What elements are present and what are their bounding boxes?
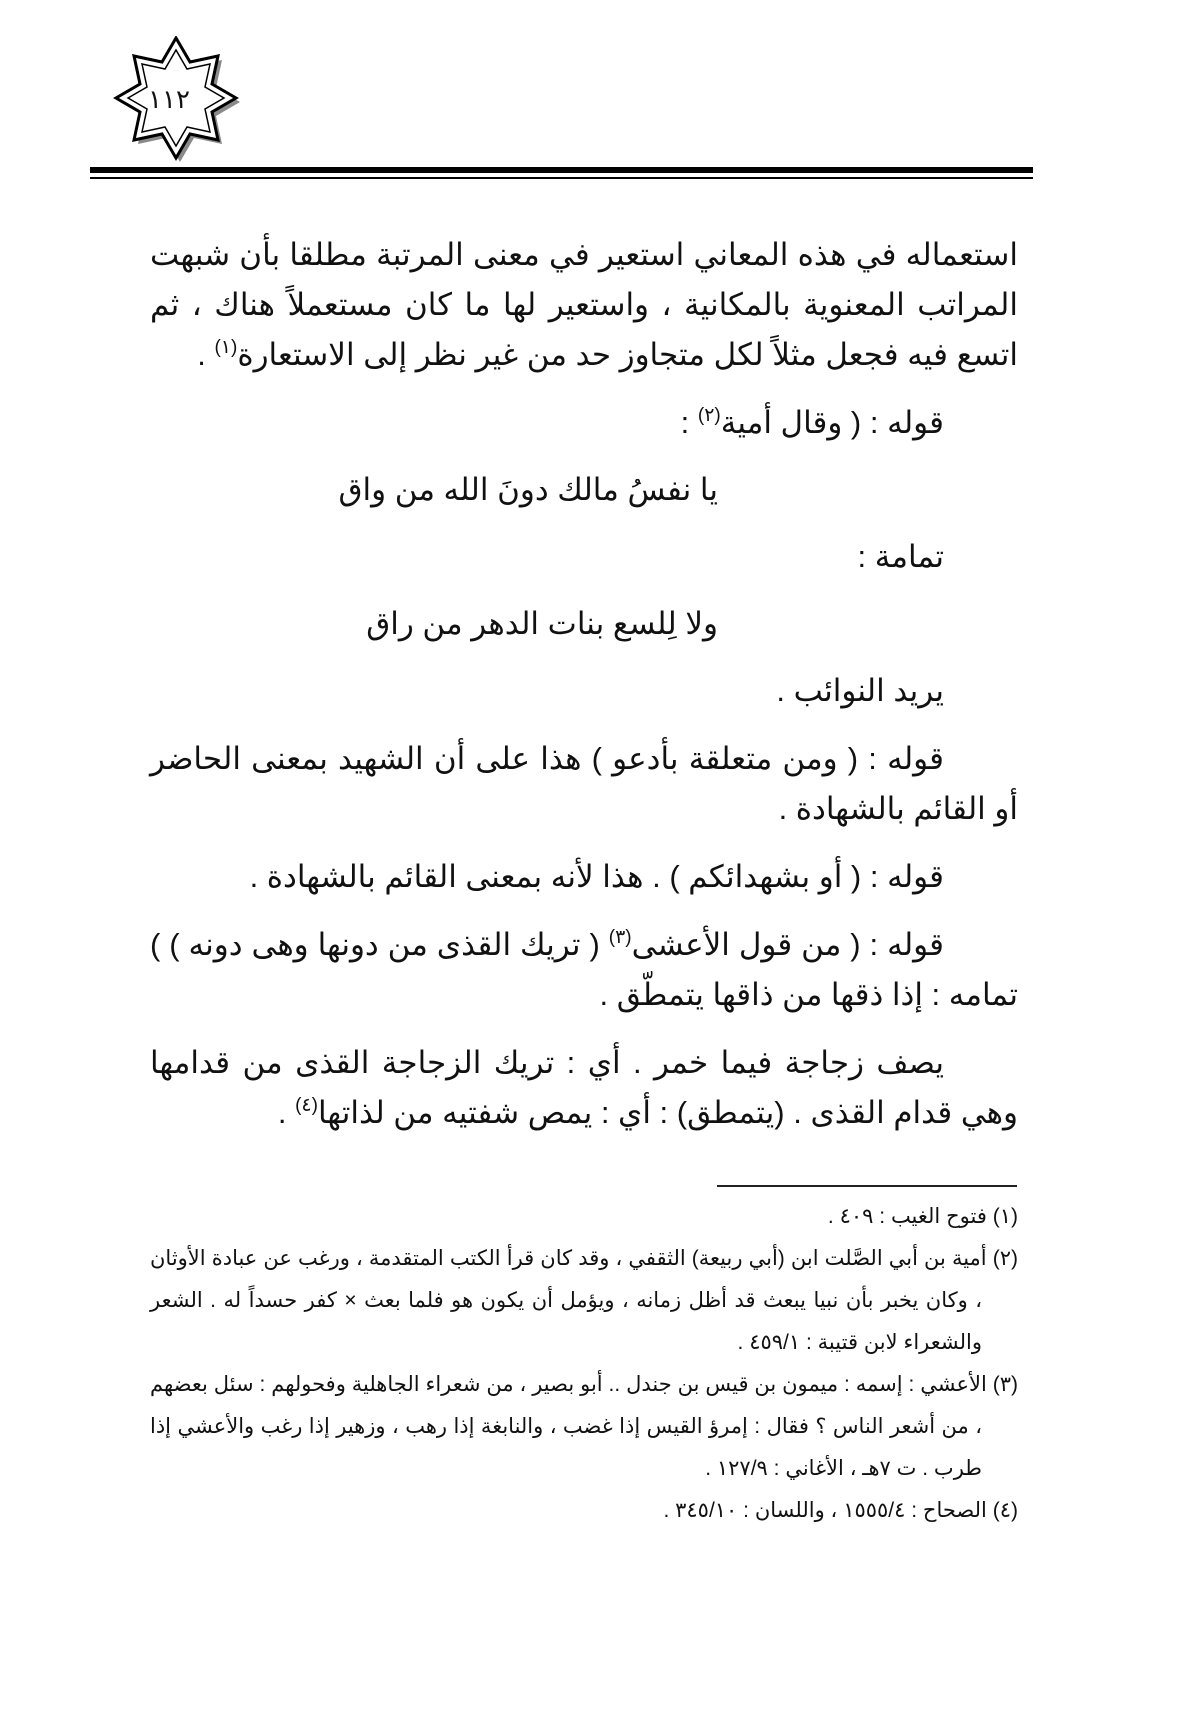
- paragraph: [150, 1038, 1018, 1138]
- footnote: (٢) أمية بن أبي الصَّلت ابن (أبي ربيعة) الثقفي ، وقد كان قرأ الكتب المتقدمة ، ورغب عن عبادة الأوثان ، وكان يخبر بأن نبيا يبعث قد أظل زمانه ، ويؤمل أن يكون هو فلما بعث × كفر حسداً له . الشعر والشعراء لابن قتيبة : ٤٥٩/١ .: [150, 1247, 1018, 1354]
- footnote: (٣) الأعشي : إسمه : ميمون بن قيس بن جندل .. أبو بصير ، من شعراء الجاهلية وفحولهم : سئل بعضهم ، من أشعر الناس ؟ فقال : إمرؤ القيس إذا غضب ، والنابغة إذا رهب ، وزهير إذا رغب والأعشي إذا طرب . ت ٧هـ ، الأغاني : ١٢٧/٩ .: [150, 1373, 1018, 1480]
- verse-line: يا نفسُ مالك دونَ الله من واق: [338, 472, 718, 507]
- header-rule-thin: [90, 177, 1033, 179]
- paragraph-text: يصف زجاجة فيما خمر . أي : تريك الزجاجة القذى من قدامها وهي قدام القذى . (يتمطق) : أي : يمص شفتيه من لذاتها: [150, 1045, 1018, 1130]
- footnote-ref: (٤): [295, 1095, 318, 1116]
- footnote: (١) فتوح الغيب : ٤٠٩ .: [827, 1205, 1018, 1228]
- paragraph: [150, 230, 1018, 380]
- paragraph-tail: :: [680, 405, 698, 440]
- body-text: [150, 230, 1018, 1138]
- footnote-ref: (١): [214, 337, 238, 358]
- footnote: (٤) الصحاح : ١٥٥٥/٤ ، واللسان : ٣٤٥/١٠ .: [663, 1499, 1018, 1522]
- paragraph-text: استعماله في هذه المعاني استعير في معنى المرتبة مطلقا بأن شبهت المراتب المعنوية بالمكانية ، واستعير لها ما كان مستعملاً هناك ، ثم اتسع فيه فجعل مثلاً لكل متجاوز حد من غير نظر إلى الاستعارة: [150, 237, 1018, 372]
- paragraph: تمامة :: [857, 539, 944, 574]
- page-number-badge: [110, 36, 250, 176]
- footnote-ref: (٣): [608, 927, 632, 948]
- header-rule-thick: [90, 167, 1033, 173]
- paragraph: [150, 398, 1018, 448]
- footnotes: [150, 1196, 1018, 1532]
- paragraph-text: قوله : ( وقال أمية: [720, 405, 944, 440]
- verse-line: ولا لِلسع بنات الدهر من راق: [366, 606, 718, 641]
- paragraph: قوله : ( أو بشهدائكم ) . هذا لأنه بمعنى القائم بالشهادة .: [249, 859, 944, 894]
- paragraph-text: قوله : ( من قول الأعشى: [631, 927, 944, 962]
- paragraph-tail: .: [277, 1095, 296, 1130]
- paragraph-tail: .: [197, 337, 215, 372]
- paragraph: [150, 920, 1018, 1020]
- paragraph: يريد النوائب .: [776, 673, 944, 708]
- footnote-ref: (٢): [697, 405, 721, 426]
- footnote-separator: [717, 1185, 1017, 1187]
- page-number: ١١٢: [148, 84, 190, 114]
- paragraph-tail: ( تريك القذى من دونها وهى دونه ) ) تمامه : إذا ذقها من ذاقها يتمطّق .: [150, 927, 1018, 1012]
- paragraph: قوله : ( ومن متعلقة بأدعو ) هذا على أن الشهيد بمعنى الحاضر أو القائم بالشهادة .: [150, 741, 1018, 826]
